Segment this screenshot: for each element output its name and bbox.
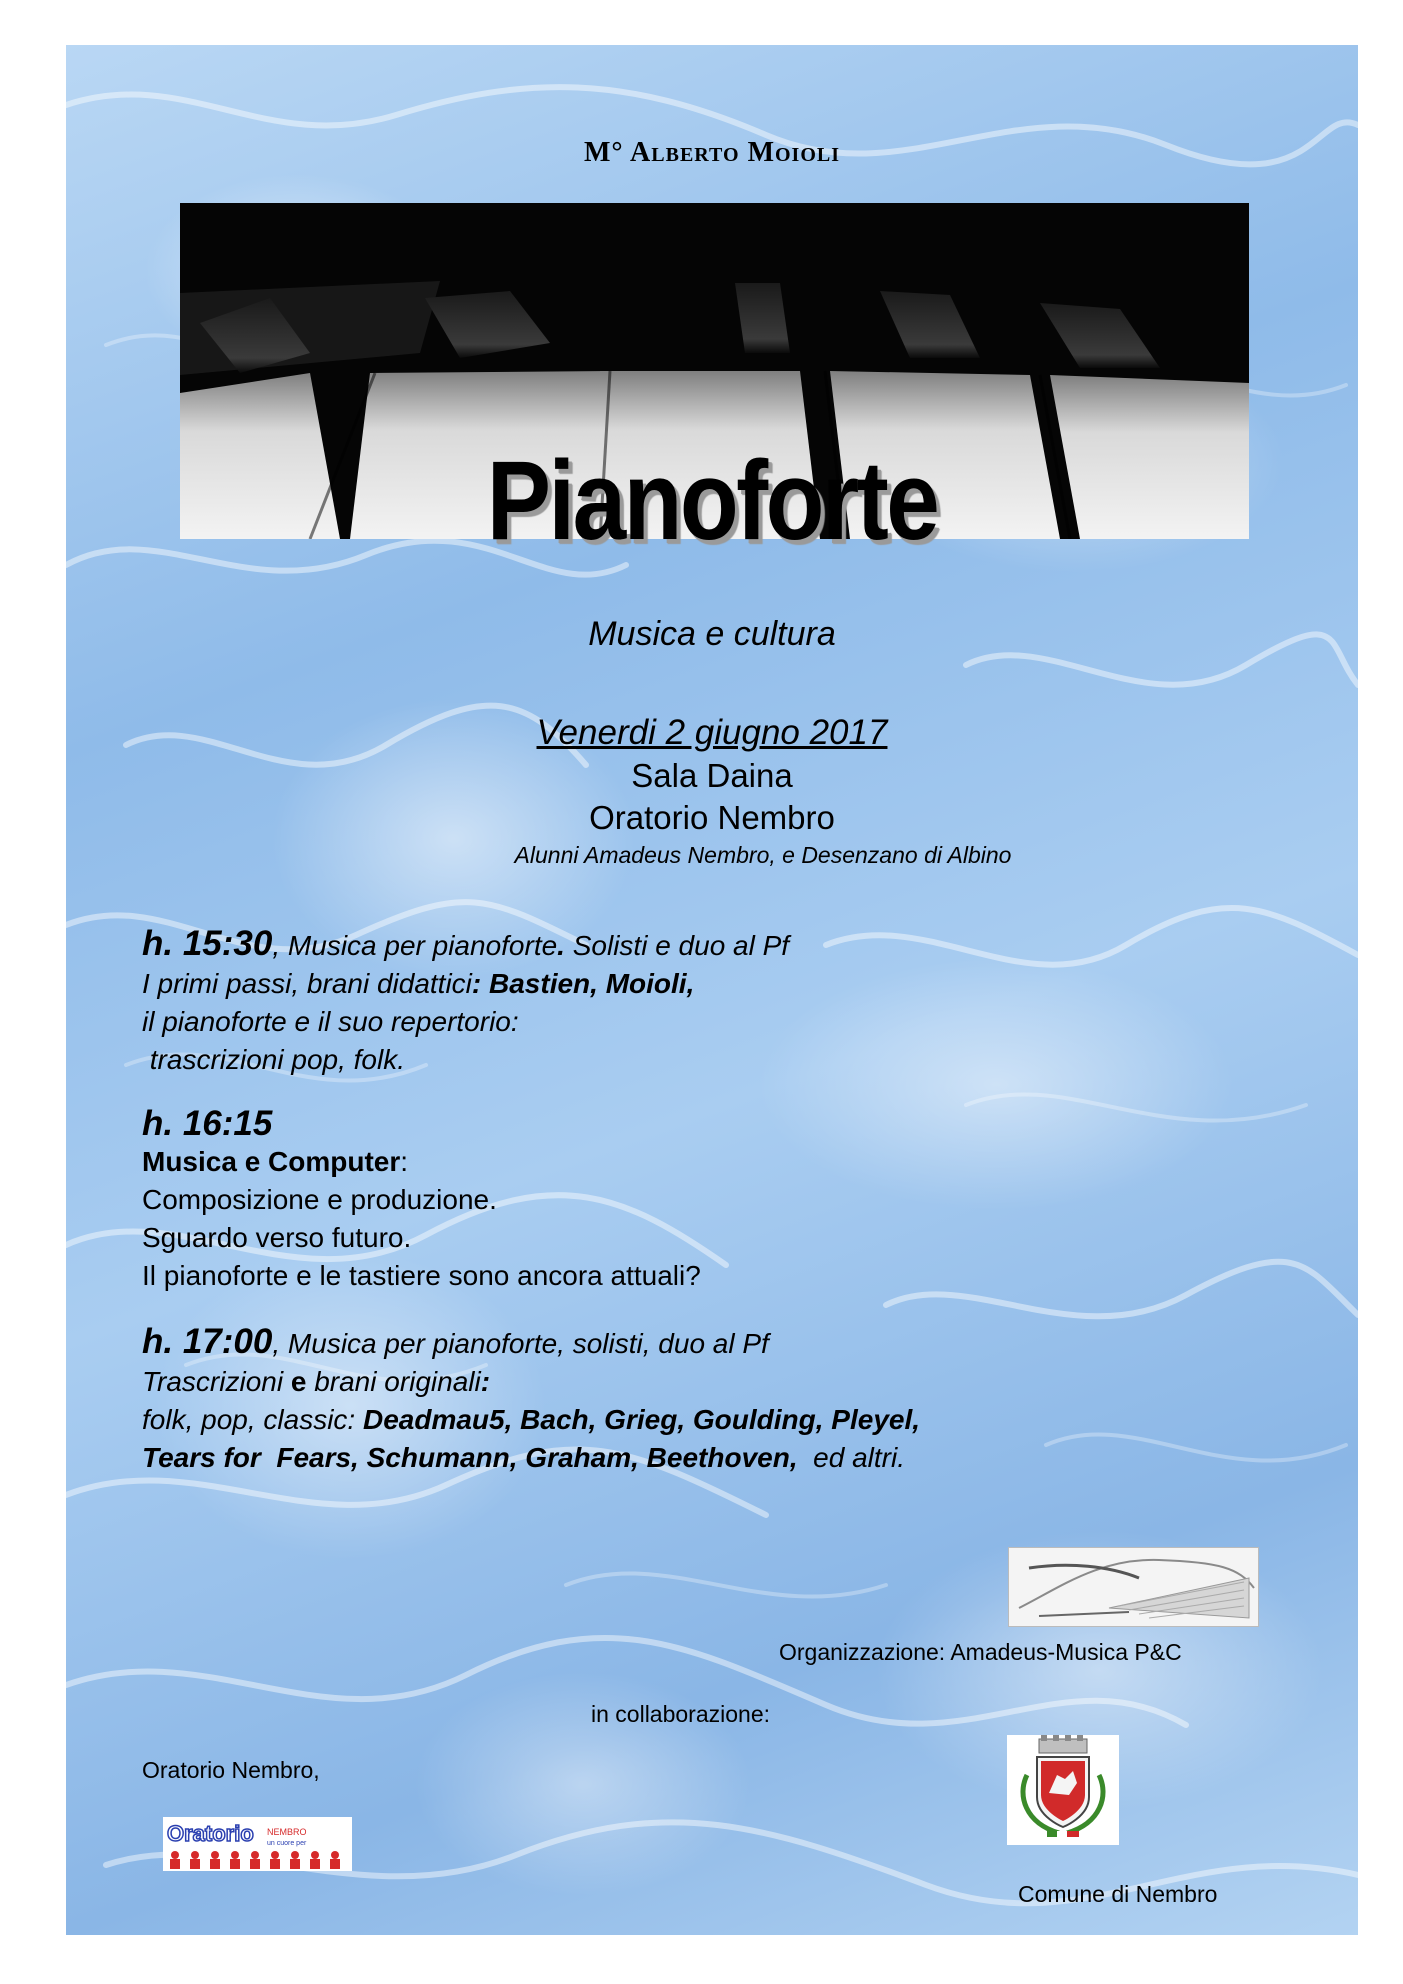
svg-text:NEMBRO: NEMBRO <box>267 1827 307 1837</box>
session-topic: Musica e Computer <box>142 1146 401 1177</box>
session-line: . <box>557 930 565 961</box>
session-line: I primi passi, brani didattici <box>142 968 472 999</box>
oratorio-nembro-logo <box>163 1817 352 1871</box>
session-line: Il pianoforte e le tastiere sono ancora attuali? <box>142 1260 701 1291</box>
session-composers: Deadmau5, Bach, Grieg, Goulding, Pleyel, <box>362 1404 921 1435</box>
venue-hall: Sala Daina <box>631 757 793 794</box>
session-line: Trascrizioni <box>142 1366 291 1397</box>
participants-note: Alunni Amadeus Nembro, e Desenzano di Albino <box>514 842 1012 868</box>
session-line: , Musica per pianoforte <box>272 930 558 961</box>
oratorio-label: Oratorio Nembro, <box>142 1757 320 1783</box>
session-line: Sguardo verso futuro. <box>142 1222 412 1253</box>
session-line: : <box>400 1146 409 1177</box>
session-line: trascrizioni pop, folk. <box>142 1044 405 1075</box>
session-line: folk, pop, classic: <box>142 1404 363 1435</box>
session-line: brani originali <box>306 1366 481 1397</box>
session-line: il pianoforte e il suo repertorio: <box>142 1006 519 1037</box>
program-session-3 <box>142 1323 920 1477</box>
poster-subtitle: Musica e cultura <box>588 615 836 653</box>
program-session-1 <box>142 925 789 1079</box>
author-name: M° Alberto Moioli <box>583 137 841 168</box>
poster-title: Pianoforte <box>486 438 938 563</box>
svg-text:Oratorio: Oratorio <box>167 1821 254 1846</box>
organizer-label: Organizzazione: Amadeus-Musica P&C <box>779 1639 1182 1665</box>
session-line: , Musica per pianoforte, solisti, duo al Pf <box>272 1328 769 1359</box>
comune-nembro-crest <box>1007 1735 1119 1845</box>
venue-place: Oratorio Nembro <box>589 799 835 836</box>
session-time: h. 16:15 <box>142 1104 273 1143</box>
session-line: Composizione e produzione. <box>142 1184 497 1215</box>
session-line: ed altri. <box>797 1442 905 1473</box>
comune-label: Comune di Nembro <box>1018 1881 1218 1907</box>
amadeus-musica-logo <box>1008 1547 1259 1627</box>
session-time: h. 15:30 <box>142 924 273 963</box>
session-composers: Tears for Fears, Schumann, Graham, Beethoven, <box>142 1442 798 1473</box>
session-line: e <box>290 1366 307 1397</box>
session-line: : <box>480 1366 491 1397</box>
program-session-2 <box>142 1105 701 1295</box>
collaboration-label: in collaborazione: <box>591 1701 771 1727</box>
session-line: Solisti e duo al Pf <box>564 930 790 961</box>
session-composers: : Bastien, Moioli, <box>471 968 695 999</box>
poster-sheet <box>66 45 1358 1935</box>
session-time: h. 17:00 <box>142 1322 273 1361</box>
svg-text:un cuore per: un cuore per <box>267 1840 307 1847</box>
event-date: Venerdi 2 giugno 2017 <box>536 713 888 752</box>
